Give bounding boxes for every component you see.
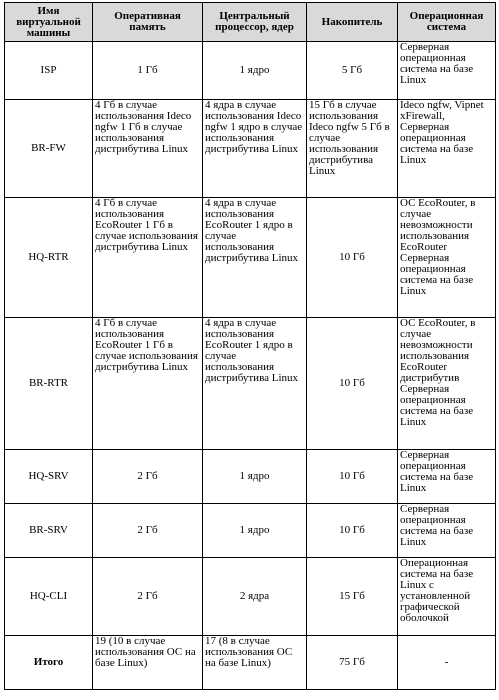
cpu-cell: 1 ядро (203, 504, 307, 558)
table-row (5, 450, 496, 504)
cpu-cell: 4 ядра в случае использования Ideco ngfw 1 ядро в случае использования дистрибутива Linux (203, 100, 307, 198)
table-total-row (5, 636, 496, 690)
vm-name-cell: BR-SRV (5, 504, 93, 558)
cpu-cell: 2 ядра (203, 558, 307, 636)
disk-cell: 15 Гб в случае использования Ideco ngfw 5 Гб в случае использования дистрибутива Linux (307, 100, 398, 198)
vm-name-cell: HQ-RTR (5, 198, 93, 318)
os-cell: ОС EcoRouter, в случае невозможности использования EcoRouter Серверная операционная система на базе Linux (398, 198, 496, 318)
table-row (5, 198, 496, 318)
cpu-cell: 1 ядро (203, 42, 307, 100)
table-row (5, 504, 496, 558)
disk-cell: 10 Гб (307, 198, 398, 318)
ram-cell: 2 Гб (93, 450, 203, 504)
os-cell: Серверная операционная система на базе Linux (398, 450, 496, 504)
disk-cell: 15 Гб (307, 558, 398, 636)
cpu-cell: 4 ядра в случае использования EcoRouter 1 ядро в случае использования дистрибутива Linux (203, 318, 307, 450)
ram-cell: 2 Гб (93, 504, 203, 558)
vm-name-cell: HQ-CLI (5, 558, 93, 636)
header-ram: Оперативная память (93, 3, 203, 42)
cpu-cell: 1 ядро (203, 450, 307, 504)
vm-requirements-table (4, 2, 496, 690)
disk-cell: 10 Гб (307, 318, 398, 450)
vm-name-cell: BR-FW (5, 100, 93, 198)
table-header-row (5, 3, 496, 42)
os-cell: Серверная операционная система на базе Linux (398, 504, 496, 558)
header-cpu: Центральный процессор, ядер (203, 3, 307, 42)
table-row (5, 318, 496, 450)
cpu-cell: 4 ядра в случае использования EcoRouter 1 ядро в случае использования дистрибутива Linux (203, 198, 307, 318)
vm-name-cell: ISP (5, 42, 93, 100)
ram-cell: 4 Гб в случае использования Ideco ngfw 1 Гб в случае использования дистрибутива Linux (93, 100, 203, 198)
header-os: Операционная система (398, 3, 496, 42)
total-disk-cell: 75 Гб (307, 636, 398, 690)
vm-name-cell: BR-RTR (5, 318, 93, 450)
table-row (5, 100, 496, 198)
os-cell: Ideco ngfw, Vipnet xFirewall, Серверная операционная система на базе Linux (398, 100, 496, 198)
ram-cell: 2 Гб (93, 558, 203, 636)
os-cell: ОС EcoRouter, в случае невозможности использования EcoRouter дистрибутив Серверная операционная система на базе Linux (398, 318, 496, 450)
vm-name-cell: HQ-SRV (5, 450, 93, 504)
ram-cell: 4 Гб в случае использования EcoRouter 1 Гб в случае использования дистрибутива Linux (93, 318, 203, 450)
total-label-cell: Итого (5, 636, 93, 690)
total-cpu-cell: 17 (8 в случае использования ОС на базе Linux) (203, 636, 307, 690)
header-disk: Накопитель (307, 3, 398, 42)
table-row (5, 42, 496, 100)
ram-cell: 1 Гб (93, 42, 203, 100)
total-ram-cell: 19 (10 в случае использования ОС на базе Linux) (93, 636, 203, 690)
table-row (5, 558, 496, 636)
disk-cell: 10 Гб (307, 504, 398, 558)
ram-cell: 4 Гб в случае использования EcoRouter 1 Гб в случае использования дистрибутива Linux (93, 198, 203, 318)
total-os-cell: - (398, 636, 496, 690)
os-cell: Серверная операционная система на базе Linux (398, 42, 496, 100)
os-cell: Операционная система на базе Linux с установленной графической оболочкой (398, 558, 496, 636)
header-vm-name: Имя виртуальной машины (5, 3, 93, 42)
disk-cell: 5 Гб (307, 42, 398, 100)
disk-cell: 10 Гб (307, 450, 398, 504)
